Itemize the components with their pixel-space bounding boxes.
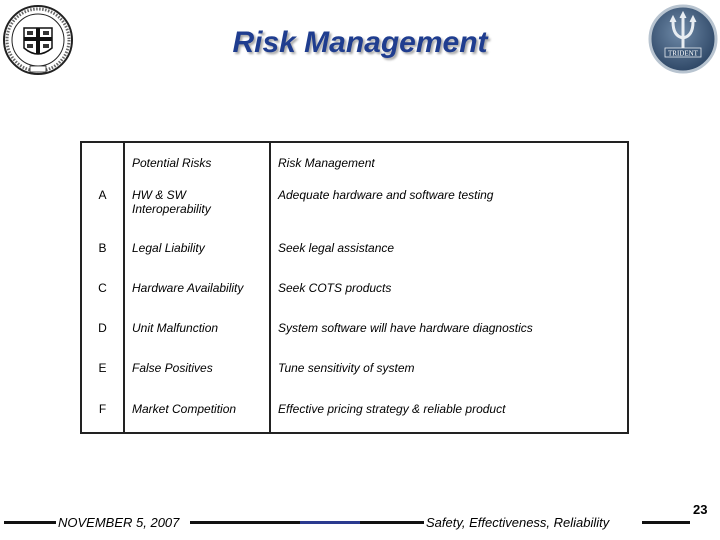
- table-row: [81, 272, 628, 312]
- table-row: [81, 352, 628, 392]
- row-risk: Unit Malfunction: [124, 312, 270, 352]
- row-management: Effective pricing strategy & reliable product: [270, 393, 628, 433]
- header-cell-id: [81, 142, 124, 179]
- row-id: E: [81, 352, 124, 392]
- row-management: Adequate hardware and software testing: [270, 179, 628, 231]
- table-row: [81, 393, 628, 433]
- footer-rule-accent: [300, 521, 360, 524]
- row-id: C: [81, 272, 124, 312]
- row-risk: Market Competition: [124, 393, 270, 433]
- table-row: [81, 179, 628, 231]
- slide-title: Risk Management: [232, 26, 488, 59]
- footer-tagline: Safety, Effectiveness, Reliability: [426, 515, 610, 530]
- row-management: Seek legal assistance: [270, 232, 628, 272]
- page-number: 23: [693, 502, 708, 517]
- footer-rule-left: [4, 521, 56, 524]
- footer-date: NOVEMBER 5, 2007: [58, 515, 180, 530]
- table-row: [81, 312, 628, 352]
- row-id: F: [81, 393, 124, 433]
- row-risk: False Positives: [124, 352, 270, 392]
- row-id: B: [81, 232, 124, 272]
- row-risk: HW & SW Interoperability: [124, 179, 270, 231]
- row-risk: Hardware Availability: [124, 272, 270, 312]
- row-id: A: [81, 179, 124, 231]
- header-cell-risks: Potential Risks: [124, 142, 270, 179]
- row-management: System software will have hardware diagnostics: [270, 312, 628, 352]
- header-cell-management: Risk Management: [270, 142, 628, 179]
- row-risk: Legal Liability: [124, 232, 270, 272]
- row-management: Tune sensitivity of system: [270, 352, 628, 392]
- footer-rule-right: [642, 521, 690, 524]
- trident-logo-text: TRIDENT: [668, 49, 698, 58]
- risk-table: [80, 141, 629, 434]
- table-row: [81, 232, 628, 272]
- row-management: Seek COTS products: [270, 272, 628, 312]
- table-header-row: [81, 142, 628, 179]
- row-id: D: [81, 312, 124, 352]
